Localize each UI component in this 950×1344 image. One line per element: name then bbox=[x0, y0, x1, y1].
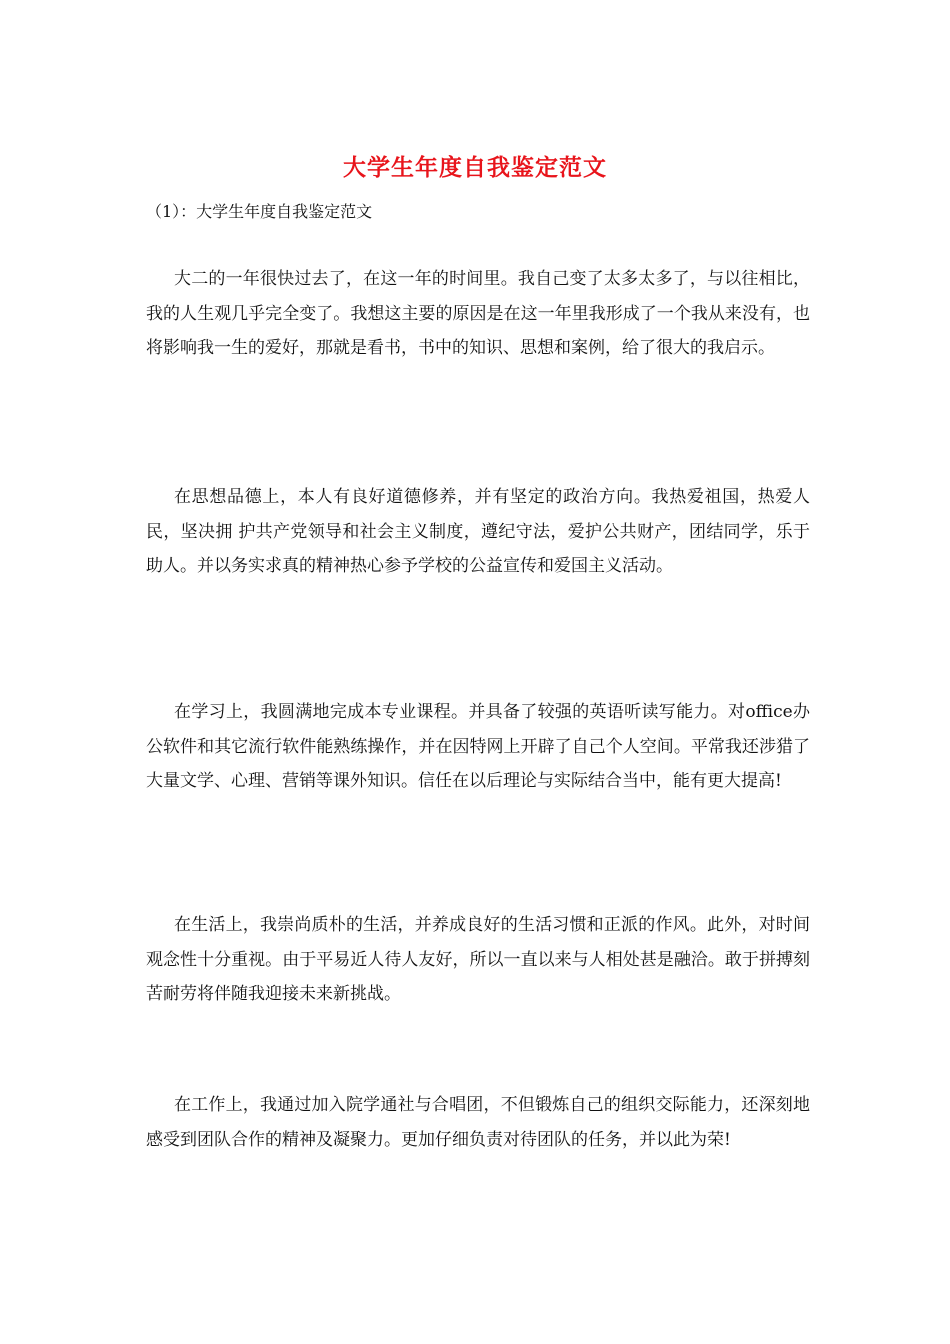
paragraph-moral: 在思想品德上，本人有良好道德修养，并有坚定的政治方向。我热爱祖国，热爱人民，坚决拥 护共产党领导和社会主义制度，遵纪守法，爱护公共财产，团结同学，乐于助人。并以务实求真的精神热心参予学校的公益宣传和爱国主义活动。 bbox=[146, 487, 810, 576]
paragraph-life: 在生活上，我崇尚质朴的生活，并养成良好的生活习惯和正派的作风。此外，对时间观念性十分重视。由于平易近人待人友好，所以一直以来与人相处甚是融洽。敢于拼搏刻苦耐劳将伴随我迎接未来新挑战。 bbox=[146, 915, 810, 1004]
paragraph-study: 在学习上，我圆满地完成本专业课程。并具备了较强的英语听读写能力。对office办公软件和其它流行软件能熟练操作，并在因特网上开辟了自己个人空间。平常我还涉猎了大量文学、心理、营销等课外知识。信任在以后理论与实际结合当中，能有更大提高! bbox=[146, 702, 810, 791]
document-subtitle: （1）：大学生年度自我鉴定范文 bbox=[146, 202, 373, 221]
document-title: 大学生年度自我鉴定范文 bbox=[343, 154, 607, 181]
paragraph-intro: 大二的一年很快过去了，在这一年的时间里。我自己变了太多太多了，与以往相比，我的人生观几乎完全变了。我想这主要的原因是在这一年里我形成了一个我从来没有，也将影响我一生的爱好，那就是看书，书中的知识、思想和案例，给了很大的我启示。 bbox=[146, 269, 810, 358]
paragraph-work: 在工作上，我通过加入院学通社与合唱团，不但锻炼自己的组织交际能力，还深刻地感受到团队合作的精神及凝聚力。更加仔细负责对待团队的任务，并以此为荣! bbox=[146, 1095, 810, 1150]
